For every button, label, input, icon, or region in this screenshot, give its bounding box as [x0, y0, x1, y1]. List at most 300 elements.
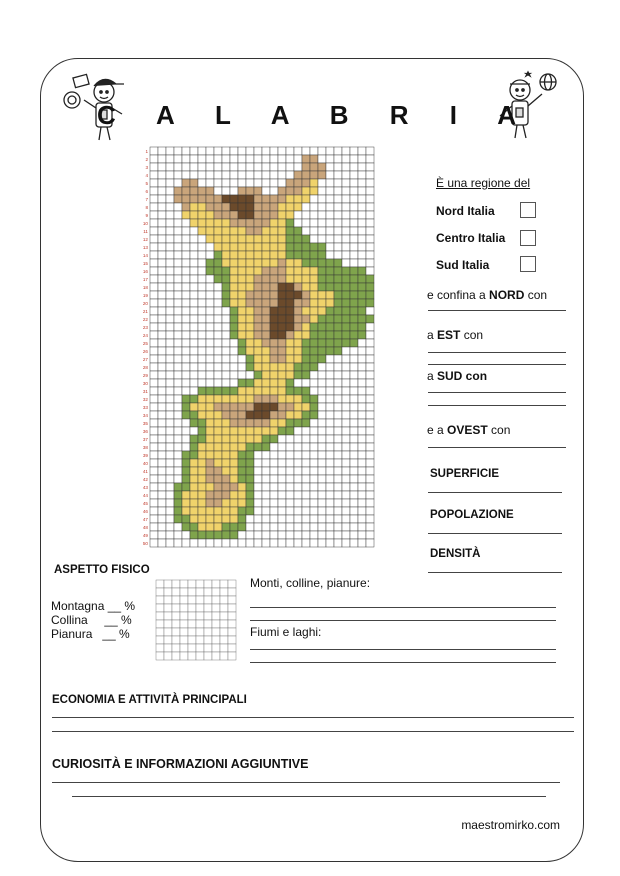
map-cell[interactable]	[246, 427, 254, 435]
map-cell[interactable]	[214, 427, 222, 435]
map-cell[interactable]	[150, 307, 158, 315]
map-cell[interactable]	[214, 435, 222, 443]
map-cell[interactable]	[310, 195, 318, 203]
map-cell[interactable]	[230, 323, 238, 331]
map-cell[interactable]	[270, 523, 278, 531]
map-cell[interactable]	[310, 331, 318, 339]
map-cell[interactable]	[158, 347, 166, 355]
map-cell[interactable]	[246, 251, 254, 259]
map-cell[interactable]	[270, 331, 278, 339]
map-cell[interactable]	[350, 315, 358, 323]
map-cell[interactable]	[182, 467, 190, 475]
map-cell[interactable]	[150, 483, 158, 491]
map-cell[interactable]	[206, 403, 214, 411]
map-cell[interactable]	[182, 323, 190, 331]
map-cell[interactable]	[318, 331, 326, 339]
map-cell[interactable]	[326, 443, 334, 451]
map-cell[interactable]	[334, 267, 342, 275]
grid-cell[interactable]	[156, 588, 164, 596]
grid-cell[interactable]	[204, 652, 212, 660]
map-cell[interactable]	[182, 307, 190, 315]
map-cell[interactable]	[182, 443, 190, 451]
map-cell[interactable]	[366, 403, 374, 411]
map-cell[interactable]	[230, 531, 238, 539]
map-cell[interactable]	[262, 275, 270, 283]
map-cell[interactable]	[318, 435, 326, 443]
map-cell[interactable]	[198, 387, 206, 395]
map-cell[interactable]	[214, 275, 222, 283]
map-cell[interactable]	[286, 171, 294, 179]
map-cell[interactable]	[350, 155, 358, 163]
map-cell[interactable]	[286, 155, 294, 163]
map-cell[interactable]	[246, 315, 254, 323]
map-cell[interactable]	[166, 523, 174, 531]
map-cell[interactable]	[326, 499, 334, 507]
map-cell[interactable]	[230, 219, 238, 227]
map-cell[interactable]	[246, 179, 254, 187]
map-cell[interactable]	[350, 243, 358, 251]
map-cell[interactable]	[174, 179, 182, 187]
map-cell[interactable]	[230, 507, 238, 515]
map-cell[interactable]	[366, 307, 374, 315]
map-cell[interactable]	[198, 171, 206, 179]
map-cell[interactable]	[302, 147, 310, 155]
map-cell[interactable]	[182, 251, 190, 259]
map-cell[interactable]	[318, 451, 326, 459]
map-cell[interactable]	[318, 243, 326, 251]
map-cell[interactable]	[254, 227, 262, 235]
map-cell[interactable]	[270, 475, 278, 483]
map-cell[interactable]	[230, 515, 238, 523]
map-cell[interactable]	[222, 403, 230, 411]
map-cell[interactable]	[358, 451, 366, 459]
map-cell[interactable]	[350, 307, 358, 315]
map-cell[interactable]	[342, 347, 350, 355]
map-cell[interactable]	[166, 499, 174, 507]
map-cell[interactable]	[294, 531, 302, 539]
map-cell[interactable]	[150, 403, 158, 411]
map-cell[interactable]	[294, 187, 302, 195]
map-cell[interactable]	[286, 451, 294, 459]
map-cell[interactable]	[198, 395, 206, 403]
map-cell[interactable]	[246, 291, 254, 299]
map-cell[interactable]	[214, 419, 222, 427]
grid-cell[interactable]	[172, 596, 180, 604]
map-cell[interactable]	[318, 259, 326, 267]
map-cell[interactable]	[166, 387, 174, 395]
map-cell[interactable]	[150, 227, 158, 235]
map-cell[interactable]	[182, 411, 190, 419]
map-cell[interactable]	[190, 531, 198, 539]
map-cell[interactable]	[230, 395, 238, 403]
map-cell[interactable]	[294, 315, 302, 323]
map-cell[interactable]	[294, 307, 302, 315]
map-cell[interactable]	[286, 187, 294, 195]
map-cell[interactable]	[294, 475, 302, 483]
map-cell[interactable]	[166, 347, 174, 355]
map-cell[interactable]	[326, 363, 334, 371]
map-cell[interactable]	[310, 499, 318, 507]
map-cell[interactable]	[286, 147, 294, 155]
map-cell[interactable]	[166, 427, 174, 435]
map-cell[interactable]	[230, 235, 238, 243]
map-cell[interactable]	[230, 195, 238, 203]
map-cell[interactable]	[310, 539, 318, 547]
map-cell[interactable]	[246, 227, 254, 235]
map-cell[interactable]	[222, 147, 230, 155]
map-cell[interactable]	[150, 467, 158, 475]
map-cell[interactable]	[310, 155, 318, 163]
map-cell[interactable]	[166, 195, 174, 203]
map-cell[interactable]	[310, 251, 318, 259]
map-cell[interactable]	[190, 539, 198, 547]
map-cell[interactable]	[198, 355, 206, 363]
map-cell[interactable]	[198, 251, 206, 259]
map-cell[interactable]	[190, 179, 198, 187]
map-cell[interactable]	[278, 155, 286, 163]
map-cell[interactable]	[342, 411, 350, 419]
map-cell[interactable]	[158, 523, 166, 531]
map-cell[interactable]	[286, 299, 294, 307]
map-cell[interactable]	[270, 443, 278, 451]
map-cell[interactable]	[174, 211, 182, 219]
map-cell[interactable]	[206, 523, 214, 531]
map-cell[interactable]	[358, 323, 366, 331]
map-cell[interactable]	[342, 403, 350, 411]
map-cell[interactable]	[190, 235, 198, 243]
map-cell[interactable]	[182, 211, 190, 219]
map-cell[interactable]	[294, 339, 302, 347]
map-cell[interactable]	[302, 227, 310, 235]
map-cell[interactable]	[198, 427, 206, 435]
map-cell[interactable]	[166, 211, 174, 219]
map-cell[interactable]	[246, 203, 254, 211]
map-cell[interactable]	[254, 187, 262, 195]
map-cell[interactable]	[158, 459, 166, 467]
map-cell[interactable]	[350, 395, 358, 403]
map-cell[interactable]	[294, 299, 302, 307]
map-cell[interactable]	[198, 187, 206, 195]
map-cell[interactable]	[358, 307, 366, 315]
map-cell[interactable]	[214, 203, 222, 211]
map-cell[interactable]	[358, 427, 366, 435]
map-cell[interactable]	[302, 419, 310, 427]
map-cell[interactable]	[246, 323, 254, 331]
answer-line[interactable]	[250, 607, 556, 608]
map-cell[interactable]	[262, 291, 270, 299]
map-cell[interactable]	[254, 451, 262, 459]
map-cell[interactable]	[358, 203, 366, 211]
map-cell[interactable]	[246, 283, 254, 291]
map-cell[interactable]	[366, 195, 374, 203]
map-cell[interactable]	[326, 347, 334, 355]
map-cell[interactable]	[174, 419, 182, 427]
map-cell[interactable]	[174, 387, 182, 395]
map-cell[interactable]	[206, 315, 214, 323]
map-cell[interactable]	[350, 179, 358, 187]
map-cell[interactable]	[278, 475, 286, 483]
map-cell[interactable]	[318, 339, 326, 347]
map-cell[interactable]	[262, 283, 270, 291]
map-cell[interactable]	[158, 475, 166, 483]
map-cell[interactable]	[158, 387, 166, 395]
map-cell[interactable]	[294, 171, 302, 179]
map-cell[interactable]	[150, 251, 158, 259]
map-cell[interactable]	[254, 347, 262, 355]
map-cell[interactable]	[158, 227, 166, 235]
map-cell[interactable]	[214, 475, 222, 483]
map-cell[interactable]	[150, 155, 158, 163]
map-cell[interactable]	[214, 147, 222, 155]
map-cell[interactable]	[214, 283, 222, 291]
map-cell[interactable]	[206, 507, 214, 515]
map-cell[interactable]	[246, 147, 254, 155]
map-cell[interactable]	[318, 203, 326, 211]
map-cell[interactable]	[262, 315, 270, 323]
map-cell[interactable]	[206, 299, 214, 307]
map-cell[interactable]	[190, 491, 198, 499]
map-cell[interactable]	[174, 323, 182, 331]
map-cell[interactable]	[206, 395, 214, 403]
map-cell[interactable]	[198, 499, 206, 507]
map-cell[interactable]	[246, 211, 254, 219]
map-cell[interactable]	[270, 483, 278, 491]
grid-cell[interactable]	[204, 636, 212, 644]
grid-cell[interactable]	[220, 604, 228, 612]
map-cell[interactable]	[262, 411, 270, 419]
map-cell[interactable]	[214, 315, 222, 323]
grid-cell[interactable]	[196, 604, 204, 612]
map-cell[interactable]	[190, 315, 198, 323]
map-cell[interactable]	[246, 275, 254, 283]
map-cell[interactable]	[286, 275, 294, 283]
map-cell[interactable]	[222, 523, 230, 531]
map-cell[interactable]	[206, 499, 214, 507]
map-cell[interactable]	[246, 483, 254, 491]
map-cell[interactable]	[198, 403, 206, 411]
grid-cell[interactable]	[164, 580, 172, 588]
map-cell[interactable]	[318, 411, 326, 419]
map-cell[interactable]	[262, 163, 270, 171]
map-cell[interactable]	[166, 395, 174, 403]
map-cell[interactable]	[182, 187, 190, 195]
map-cell[interactable]	[326, 171, 334, 179]
map-cell[interactable]	[350, 419, 358, 427]
map-cell[interactable]	[262, 459, 270, 467]
map-cell[interactable]	[174, 491, 182, 499]
map-cell[interactable]	[182, 499, 190, 507]
map-cell[interactable]	[206, 451, 214, 459]
map-cell[interactable]	[198, 411, 206, 419]
map-cell[interactable]	[182, 179, 190, 187]
map-cell[interactable]	[334, 339, 342, 347]
map-cell[interactable]	[150, 203, 158, 211]
map-cell[interactable]	[238, 491, 246, 499]
map-cell[interactable]	[206, 251, 214, 259]
map-cell[interactable]	[278, 299, 286, 307]
map-cell[interactable]	[286, 283, 294, 291]
map-cell[interactable]	[366, 355, 374, 363]
percentage-grid[interactable]	[155, 579, 237, 661]
map-cell[interactable]	[230, 275, 238, 283]
map-cell[interactable]	[158, 243, 166, 251]
map-cell[interactable]	[214, 307, 222, 315]
map-cell[interactable]	[342, 331, 350, 339]
map-cell[interactable]	[294, 291, 302, 299]
checkbox-centro-italia[interactable]	[520, 230, 536, 246]
map-cell[interactable]	[198, 435, 206, 443]
map-cell[interactable]	[294, 163, 302, 171]
map-cell[interactable]	[174, 251, 182, 259]
map-cell[interactable]	[270, 299, 278, 307]
map-cell[interactable]	[190, 259, 198, 267]
map-cell[interactable]	[350, 203, 358, 211]
map-cell[interactable]	[206, 211, 214, 219]
map-cell[interactable]	[230, 363, 238, 371]
grid-cell[interactable]	[180, 588, 188, 596]
grid-cell[interactable]	[220, 620, 228, 628]
map-cell[interactable]	[318, 291, 326, 299]
map-cell[interactable]	[270, 283, 278, 291]
map-cell[interactable]	[190, 219, 198, 227]
map-cell[interactable]	[278, 219, 286, 227]
map-cell[interactable]	[278, 315, 286, 323]
grid-cell[interactable]	[164, 604, 172, 612]
grid-cell[interactable]	[172, 580, 180, 588]
map-cell[interactable]	[350, 363, 358, 371]
map-cell[interactable]	[198, 451, 206, 459]
map-cell[interactable]	[214, 443, 222, 451]
map-cell[interactable]	[246, 371, 254, 379]
map-cell[interactable]	[294, 491, 302, 499]
map-cell[interactable]	[294, 259, 302, 267]
map-cell[interactable]	[286, 347, 294, 355]
map-cell[interactable]	[238, 435, 246, 443]
map-cell[interactable]	[286, 291, 294, 299]
map-cell[interactable]	[334, 403, 342, 411]
map-cell[interactable]	[270, 195, 278, 203]
map-cell[interactable]	[158, 171, 166, 179]
map-cell[interactable]	[262, 339, 270, 347]
map-cell[interactable]	[294, 379, 302, 387]
map-cell[interactable]	[294, 419, 302, 427]
map-cell[interactable]	[318, 443, 326, 451]
map-cell[interactable]	[190, 251, 198, 259]
map-cell[interactable]	[222, 291, 230, 299]
map-cell[interactable]	[270, 539, 278, 547]
map-cell[interactable]	[310, 315, 318, 323]
map-cell[interactable]	[198, 307, 206, 315]
map-cell[interactable]	[326, 155, 334, 163]
map-cell[interactable]	[222, 235, 230, 243]
map-cell[interactable]	[158, 275, 166, 283]
map-cell[interactable]	[150, 323, 158, 331]
grid-cell[interactable]	[212, 628, 220, 636]
map-cell[interactable]	[150, 459, 158, 467]
map-cell[interactable]	[158, 307, 166, 315]
map-cell[interactable]	[230, 227, 238, 235]
map-cell[interactable]	[254, 315, 262, 323]
map-cell[interactable]	[294, 427, 302, 435]
grid-cell[interactable]	[212, 636, 220, 644]
map-cell[interactable]	[182, 475, 190, 483]
map-cell[interactable]	[326, 451, 334, 459]
map-cell[interactable]	[278, 371, 286, 379]
map-cell[interactable]	[366, 267, 374, 275]
map-cell[interactable]	[190, 299, 198, 307]
map-cell[interactable]	[310, 491, 318, 499]
map-cell[interactable]	[358, 403, 366, 411]
map-cell[interactable]	[190, 371, 198, 379]
map-cell[interactable]	[190, 211, 198, 219]
map-cell[interactable]	[246, 467, 254, 475]
map-cell[interactable]	[366, 147, 374, 155]
map-cell[interactable]	[150, 211, 158, 219]
grid-cell[interactable]	[180, 636, 188, 644]
map-cell[interactable]	[222, 299, 230, 307]
map-cell[interactable]	[182, 379, 190, 387]
map-cell[interactable]	[182, 339, 190, 347]
map-cell[interactable]	[198, 195, 206, 203]
map-cell[interactable]	[358, 195, 366, 203]
map-cell[interactable]	[318, 187, 326, 195]
map-cell[interactable]	[166, 219, 174, 227]
map-cell[interactable]	[182, 539, 190, 547]
map-cell[interactable]	[238, 323, 246, 331]
map-cell[interactable]	[302, 211, 310, 219]
answer-line[interactable]	[428, 352, 566, 353]
map-cell[interactable]	[174, 403, 182, 411]
grid-cell[interactable]	[196, 588, 204, 596]
map-cell[interactable]	[254, 403, 262, 411]
map-cell[interactable]	[206, 275, 214, 283]
map-cell[interactable]	[238, 387, 246, 395]
map-cell[interactable]	[278, 259, 286, 267]
map-cell[interactable]	[270, 507, 278, 515]
map-cell[interactable]	[158, 259, 166, 267]
map-cell[interactable]	[190, 275, 198, 283]
map-cell[interactable]	[342, 315, 350, 323]
map-cell[interactable]	[326, 307, 334, 315]
map-cell[interactable]	[158, 531, 166, 539]
map-cell[interactable]	[334, 307, 342, 315]
map-cell[interactable]	[358, 235, 366, 243]
map-cell[interactable]	[230, 467, 238, 475]
map-cell[interactable]	[350, 251, 358, 259]
map-cell[interactable]	[310, 307, 318, 315]
map-cell[interactable]	[334, 259, 342, 267]
map-cell[interactable]	[246, 491, 254, 499]
grid-cell[interactable]	[196, 636, 204, 644]
map-cell[interactable]	[222, 459, 230, 467]
map-cell[interactable]	[158, 163, 166, 171]
map-cell[interactable]	[150, 387, 158, 395]
map-cell[interactable]	[358, 499, 366, 507]
map-cell[interactable]	[174, 171, 182, 179]
map-cell[interactable]	[334, 379, 342, 387]
map-cell[interactable]	[174, 451, 182, 459]
map-cell[interactable]	[222, 499, 230, 507]
map-cell[interactable]	[358, 435, 366, 443]
map-cell[interactable]	[334, 155, 342, 163]
map-cell[interactable]	[206, 443, 214, 451]
map-cell[interactable]	[206, 371, 214, 379]
map-cell[interactable]	[302, 275, 310, 283]
map-cell[interactable]	[254, 179, 262, 187]
map-cell[interactable]	[190, 435, 198, 443]
map-cell[interactable]	[334, 323, 342, 331]
map-cell[interactable]	[254, 155, 262, 163]
